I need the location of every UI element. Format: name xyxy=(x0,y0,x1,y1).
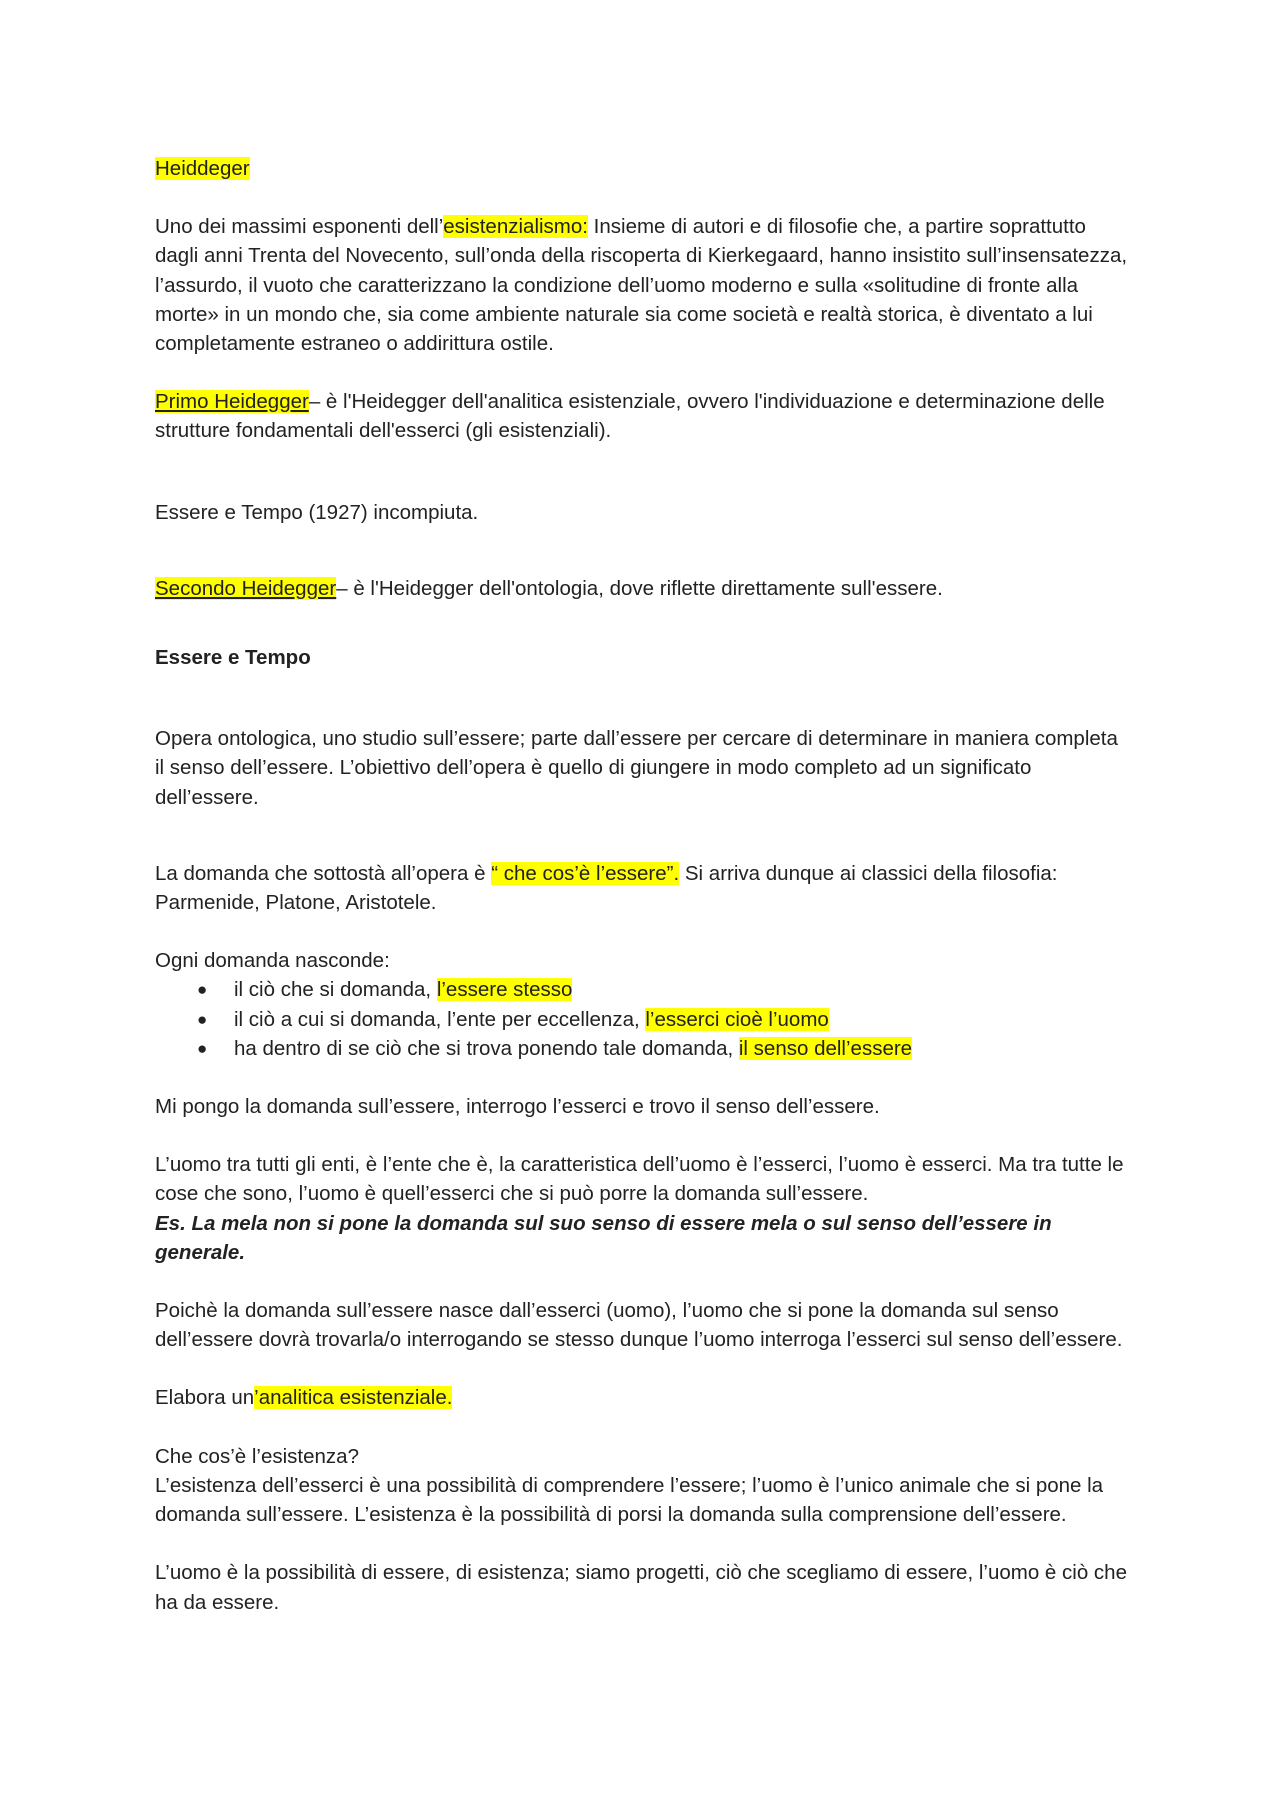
section-heading: Essere e Tempo xyxy=(155,646,311,670)
primo-heidegger-highlight: Primo Heidegger xyxy=(155,390,309,414)
bullet-highlight: il senso dell’essere xyxy=(738,1036,913,1060)
poiche-paragraph: Poichè la domanda sull’essere nasce dall’esserci (uomo), l’uomo che si pone la domanda sul senso dell’essere dovrà trovarla/o interrogando se stesso dunque l’uomo interroga l’esserci sul senso dell’essere. xyxy=(155,1299,1123,1352)
example-line: Es. La mela non si pone la domanda sul suo senso di essere mela o sul senso dell’essere in generale. xyxy=(155,1211,1052,1264)
uomo-enti-paragraph: L’uomo tra tutti gli enti, è l’ente che è, la caratteristica dell’uomo è l’esserci, l’uomo è esserci. Ma tra tutte le cose che sono, l’uomo è quell’esserci che si può porre la domanda sull’essere. xyxy=(155,1153,1124,1206)
work-line: Essere e Tempo (1927) incompiuta. xyxy=(155,500,479,524)
possibilita-paragraph: L’uomo è la possibilità di essere, di esistenza; siamo progetti, ciò che scegliamo di essere, l’uomo è ciò che ha da essere. xyxy=(155,1561,1127,1614)
secondo-heidegger-paragraph: Secondo Heidegger– è l'Heidegger dell'ontologia, dove riflette direttamente sull'essere. xyxy=(155,576,943,600)
bullet-icon: ● xyxy=(197,1038,208,1058)
document-title xyxy=(155,154,1130,183)
esistenza-question: Che cos’è l’esistenza? xyxy=(155,1444,359,1468)
bullet-highlight: l’essere stesso xyxy=(436,978,573,1002)
esistenzialismo-highlight: esistenzialismo: xyxy=(443,215,588,239)
analitica-highlight: ’analitica esistenziale. xyxy=(254,1386,453,1410)
elabora-line: Elabora un’analitica esistenziale. xyxy=(155,1386,453,1410)
list-item: ● ha dentro di se ciò che si trova ponendo tale domanda, il senso dell’essere xyxy=(197,1034,1130,1063)
domanda-paragraph: La domanda che sottostà all’opera è “ che cos’è l’essere”. Si arriva dunque ai classici della filosofia: Parmenide, Platone, Aristotele. xyxy=(155,861,1058,915)
mi-pongo-paragraph: Mi pongo la domanda sull’essere, interrogo l’esserci e trovo il senso dell’essere. xyxy=(155,1095,880,1119)
intro-paragraph: Uno dei massimi esponenti dell’esistenzialismo: Insieme di autori e di filosofie che, a partire soprattutto dagli anni Trenta del Novecento, sull’onda della riscoperta di Kierkegaard, hanno insistito sull’insensatezza, l’assurdo, il vuoto che caratterizzano la condizione dell’uomo moderno e sulla «solitudine di fronte alla morte» in un mondo che, sia come ambiente naturale sia come società e realtà storica, è diventato a lui completamente estraneo o addirittura ostile. xyxy=(155,215,1128,356)
domanda-quote-highlight: “ che cos’è l’essere”. xyxy=(491,861,680,885)
opera-paragraph: Opera ontologica, uno studio sull’essere; parte dall’essere per cercare di determinare in maniera completa il senso dell’essere. L’obiettivo dell’opera è quello di giungere in modo completo ad un significato dell’essere. xyxy=(155,727,1118,809)
primo-heidegger-paragraph: Primo Heidegger– è l'Heidegger dell'analitica esistenziale, ovvero l'individuazione e determinazione delle strutture fondamentali dell'esserci (gli esistenziali). xyxy=(155,390,1105,443)
list-item: ● il ciò a cui si domanda, l’ente per eccellenza, l’esserci cioè l’uomo xyxy=(197,1005,1130,1034)
bullet-list xyxy=(155,975,1130,1063)
bullet-icon: ● xyxy=(197,980,208,1000)
bullet-icon: ● xyxy=(197,1009,208,1029)
title-highlight: Heiddeger xyxy=(155,157,250,180)
secondo-heidegger-highlight: Secondo Heidegger xyxy=(155,576,337,600)
esistenza-answer: L’esistenza dell’esserci è una possibilità di comprendere l’essere; l’uomo è l’unico animale che si pone la domanda sull’essere. L’esistenza è la possibilità di porsi la domanda sulla comprensione dell’essere. xyxy=(155,1473,1104,1527)
bullet-highlight: l’esserci cioè l’uomo xyxy=(645,1007,829,1031)
ogni-domanda-line: Ogni domanda nasconde: xyxy=(155,949,390,973)
list-item: ● il ciò che si domanda, l’essere stesso xyxy=(197,975,1130,1004)
